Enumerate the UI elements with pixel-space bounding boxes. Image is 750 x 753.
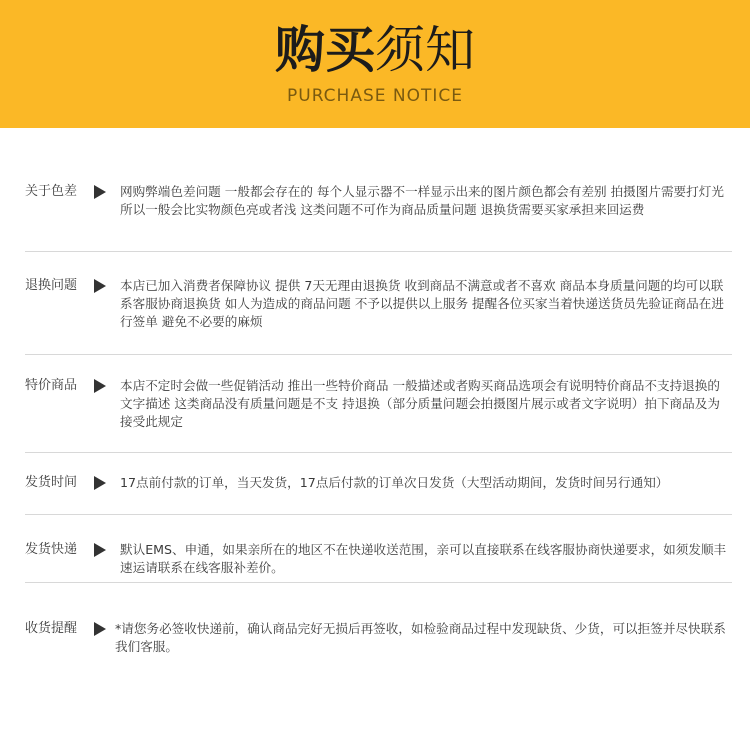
section-label: 收货提醒 xyxy=(25,621,78,636)
section-label: 退换问题 xyxy=(25,278,78,293)
section-text: 17点前付款的订单，当天发货，17点后付款的订单次日发货（大型活动期间，发货时间另行通知） xyxy=(120,475,669,490)
section-label: 特价商品 xyxy=(25,378,78,393)
section-text: 默认EMS、申通，如果亲所在的地区不在快递收送范围，亲可以直接联系在线客服协商快递要求，如须发顺丰速运请联系在线客服补差价。 xyxy=(120,542,727,575)
triangle-right-icon xyxy=(94,476,106,490)
triangle-right-icon xyxy=(94,279,106,293)
section-label: 关于色差 xyxy=(25,184,78,199)
triangle-right-icon xyxy=(94,622,106,636)
section-text: *请您务必签收快递前，确认商品完好无损后再签收，如检验商品过程中发现缺货、少货，可以拒签并尽快联系我们客服。 xyxy=(115,621,726,654)
triangle-right-icon xyxy=(94,379,106,393)
title-light: 须知 xyxy=(375,21,475,79)
section-divider xyxy=(25,582,732,583)
triangle-right-icon xyxy=(94,543,106,557)
section-text: 本店已加入消费者保障协议 提供 7天无理由退换货 收到商品不满意或者不喜欢 商品本身质量问题的均可以联系客服协商退换货 如人为造成的商品问题 不予以提供以上服务 提醒各位买家当着快递送货员先验证商品在进行签单 避免不必要的麻烦 xyxy=(120,278,724,329)
section-divider xyxy=(25,354,732,355)
title-bold: 购买 xyxy=(275,21,375,79)
section-label: 发货快递 xyxy=(25,542,78,557)
section-label: 发货时间 xyxy=(25,475,78,490)
section-divider xyxy=(25,514,732,515)
section-divider xyxy=(25,452,732,453)
page-title xyxy=(0,20,750,80)
page-subtitle: PURCHASE NOTICE xyxy=(287,86,463,106)
header-banner xyxy=(0,0,750,128)
section-divider xyxy=(25,251,732,252)
section-text: 本店不定时会做一些促销活动 推出一些特价商品 一般描述或者购买商品选项会有说明特价商品不支持退换的文字描述 这类商品没有质量问题是不支 持退换（部分质量问题会拍摄图片展示或者文字说明）拍下商品及为接受此规定 xyxy=(120,378,720,429)
section-text: 网购弊端色差问题 一般都会存在的 每个人显示器不一样显示出来的图片颜色都会有差别 拍摄图片需要打灯光 所以一般会比实物颜色亮或者浅 这类问题不可作为商品质量问题 退换货需要买家承担来回运费 xyxy=(120,184,724,217)
triangle-right-icon xyxy=(94,185,106,199)
